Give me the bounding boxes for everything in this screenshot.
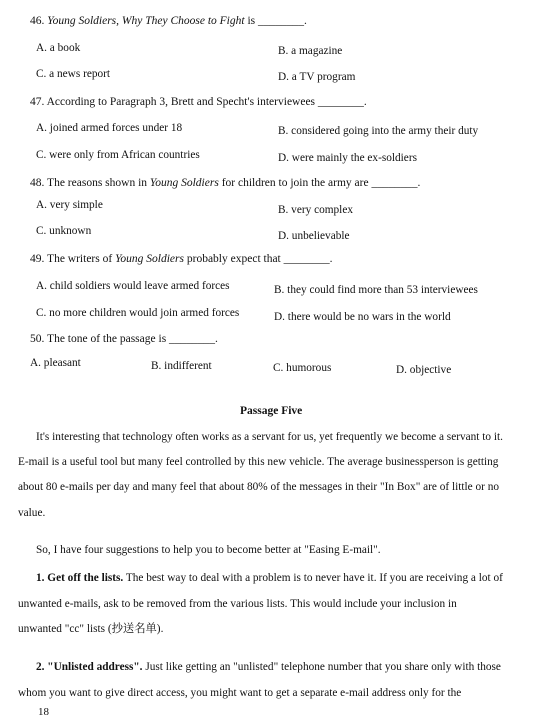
question-number: 46. <box>30 15 45 27</box>
question-stem-text: probably expect that ________. <box>186 253 333 265</box>
option-49-d: D. there would be no wars in the world <box>274 311 451 323</box>
book-title: Young Soldiers, Why They Choose to Fight <box>47 15 245 27</box>
option-47-a: A. joined armed forces under 18 <box>36 122 183 134</box>
option-47-b: B. considered going into the army their duty <box>278 125 479 137</box>
question-stem-text: According to Paragraph 3, Brett and Specht's interviewees ________. <box>46 96 367 108</box>
question-48-stem <box>30 176 420 190</box>
question-stem-text: for children to join the army are ________. <box>221 177 421 189</box>
option-46-d: D. a TV program <box>278 71 356 83</box>
question-stem-text: is ________. <box>247 15 307 27</box>
suggestion-text: The best way to deal with a problem is to never have it. If you are receiving a lot of <box>125 572 503 584</box>
option-50-a: A. pleasant <box>30 357 81 369</box>
option-50-b: B. indifferent <box>151 360 212 372</box>
option-46-a: A. a book <box>36 42 81 54</box>
question-stem-text: The tone of the passage is ________. <box>47 333 218 345</box>
passage-p1-line1: It's interesting that technology often works as a servant for us, yet frequently we become a servant to it. <box>36 431 503 443</box>
question-46-stem <box>30 14 307 28</box>
question-stem-text: The reasons shown in <box>47 177 148 189</box>
passage-p1-line2: E-mail is a useful tool but many feel controlled by this new vehicle. The average businessperson is getting <box>18 456 499 468</box>
option-46-b: B. a magazine <box>278 45 343 57</box>
book-title: Young Soldiers <box>149 177 219 189</box>
question-47-stem <box>30 95 367 109</box>
option-50-d: D. objective <box>396 364 452 376</box>
question-50-stem <box>30 332 218 346</box>
option-48-a: A. very simple <box>36 199 103 211</box>
passage-p3-line3: unwanted "cc" lists (抄送名单). <box>18 623 164 635</box>
suggestion-heading: 2. "Unlisted address". <box>36 661 143 673</box>
question-number: 49. <box>30 253 45 265</box>
passage-p2: So, I have four suggestions to help you to become better at "Easing E-mail". <box>36 544 381 556</box>
option-49-b: B. they could find more than 53 interviewees <box>274 284 478 296</box>
passage-title: Passage Five <box>240 405 303 417</box>
question-number: 50. <box>30 333 45 345</box>
question-number: 47. <box>30 96 45 108</box>
question-stem-text: The writers of <box>47 253 113 265</box>
passage-p3-line2: unwanted e-mails, ask to be removed from the various lists. This would include your inclusion in <box>18 598 457 610</box>
option-48-c: C. unknown <box>36 225 92 237</box>
option-48-d: D. unbelievable <box>278 230 350 242</box>
option-50-c: C. humorous <box>273 362 332 374</box>
page-number: 18 <box>38 706 49 718</box>
option-47-d: D. were mainly the ex-soldiers <box>278 152 417 164</box>
passage-p1-line3: about 80 e-mails per day and many feel that about 80% of the messages in their "In Box" are of little or no <box>18 481 500 493</box>
passage-p4-line2: whom you want to give direct access, you might want to get a separate e-mail address only for the <box>18 687 462 699</box>
option-49-a: A. child soldiers would leave armed forces <box>36 280 230 292</box>
option-47-c: C. were only from African countries <box>36 149 200 161</box>
option-49-c: C. no more children would join armed forces <box>36 307 240 319</box>
passage-p3-line1 <box>36 571 503 585</box>
passage-p1-line4: value. <box>18 507 46 519</box>
option-48-b: B. very complex <box>278 204 353 216</box>
passage-p4-line1 <box>36 660 501 674</box>
suggestion-heading: 1. Get off the lists. <box>36 572 124 584</box>
question-number: 48. <box>30 177 45 189</box>
option-46-c: C. a news report <box>36 68 111 80</box>
book-title: Young Soldiers <box>115 253 184 265</box>
suggestion-text: Just like getting an "unlisted" telephone number that you share only with those <box>145 661 501 673</box>
question-49-stem <box>30 252 333 266</box>
